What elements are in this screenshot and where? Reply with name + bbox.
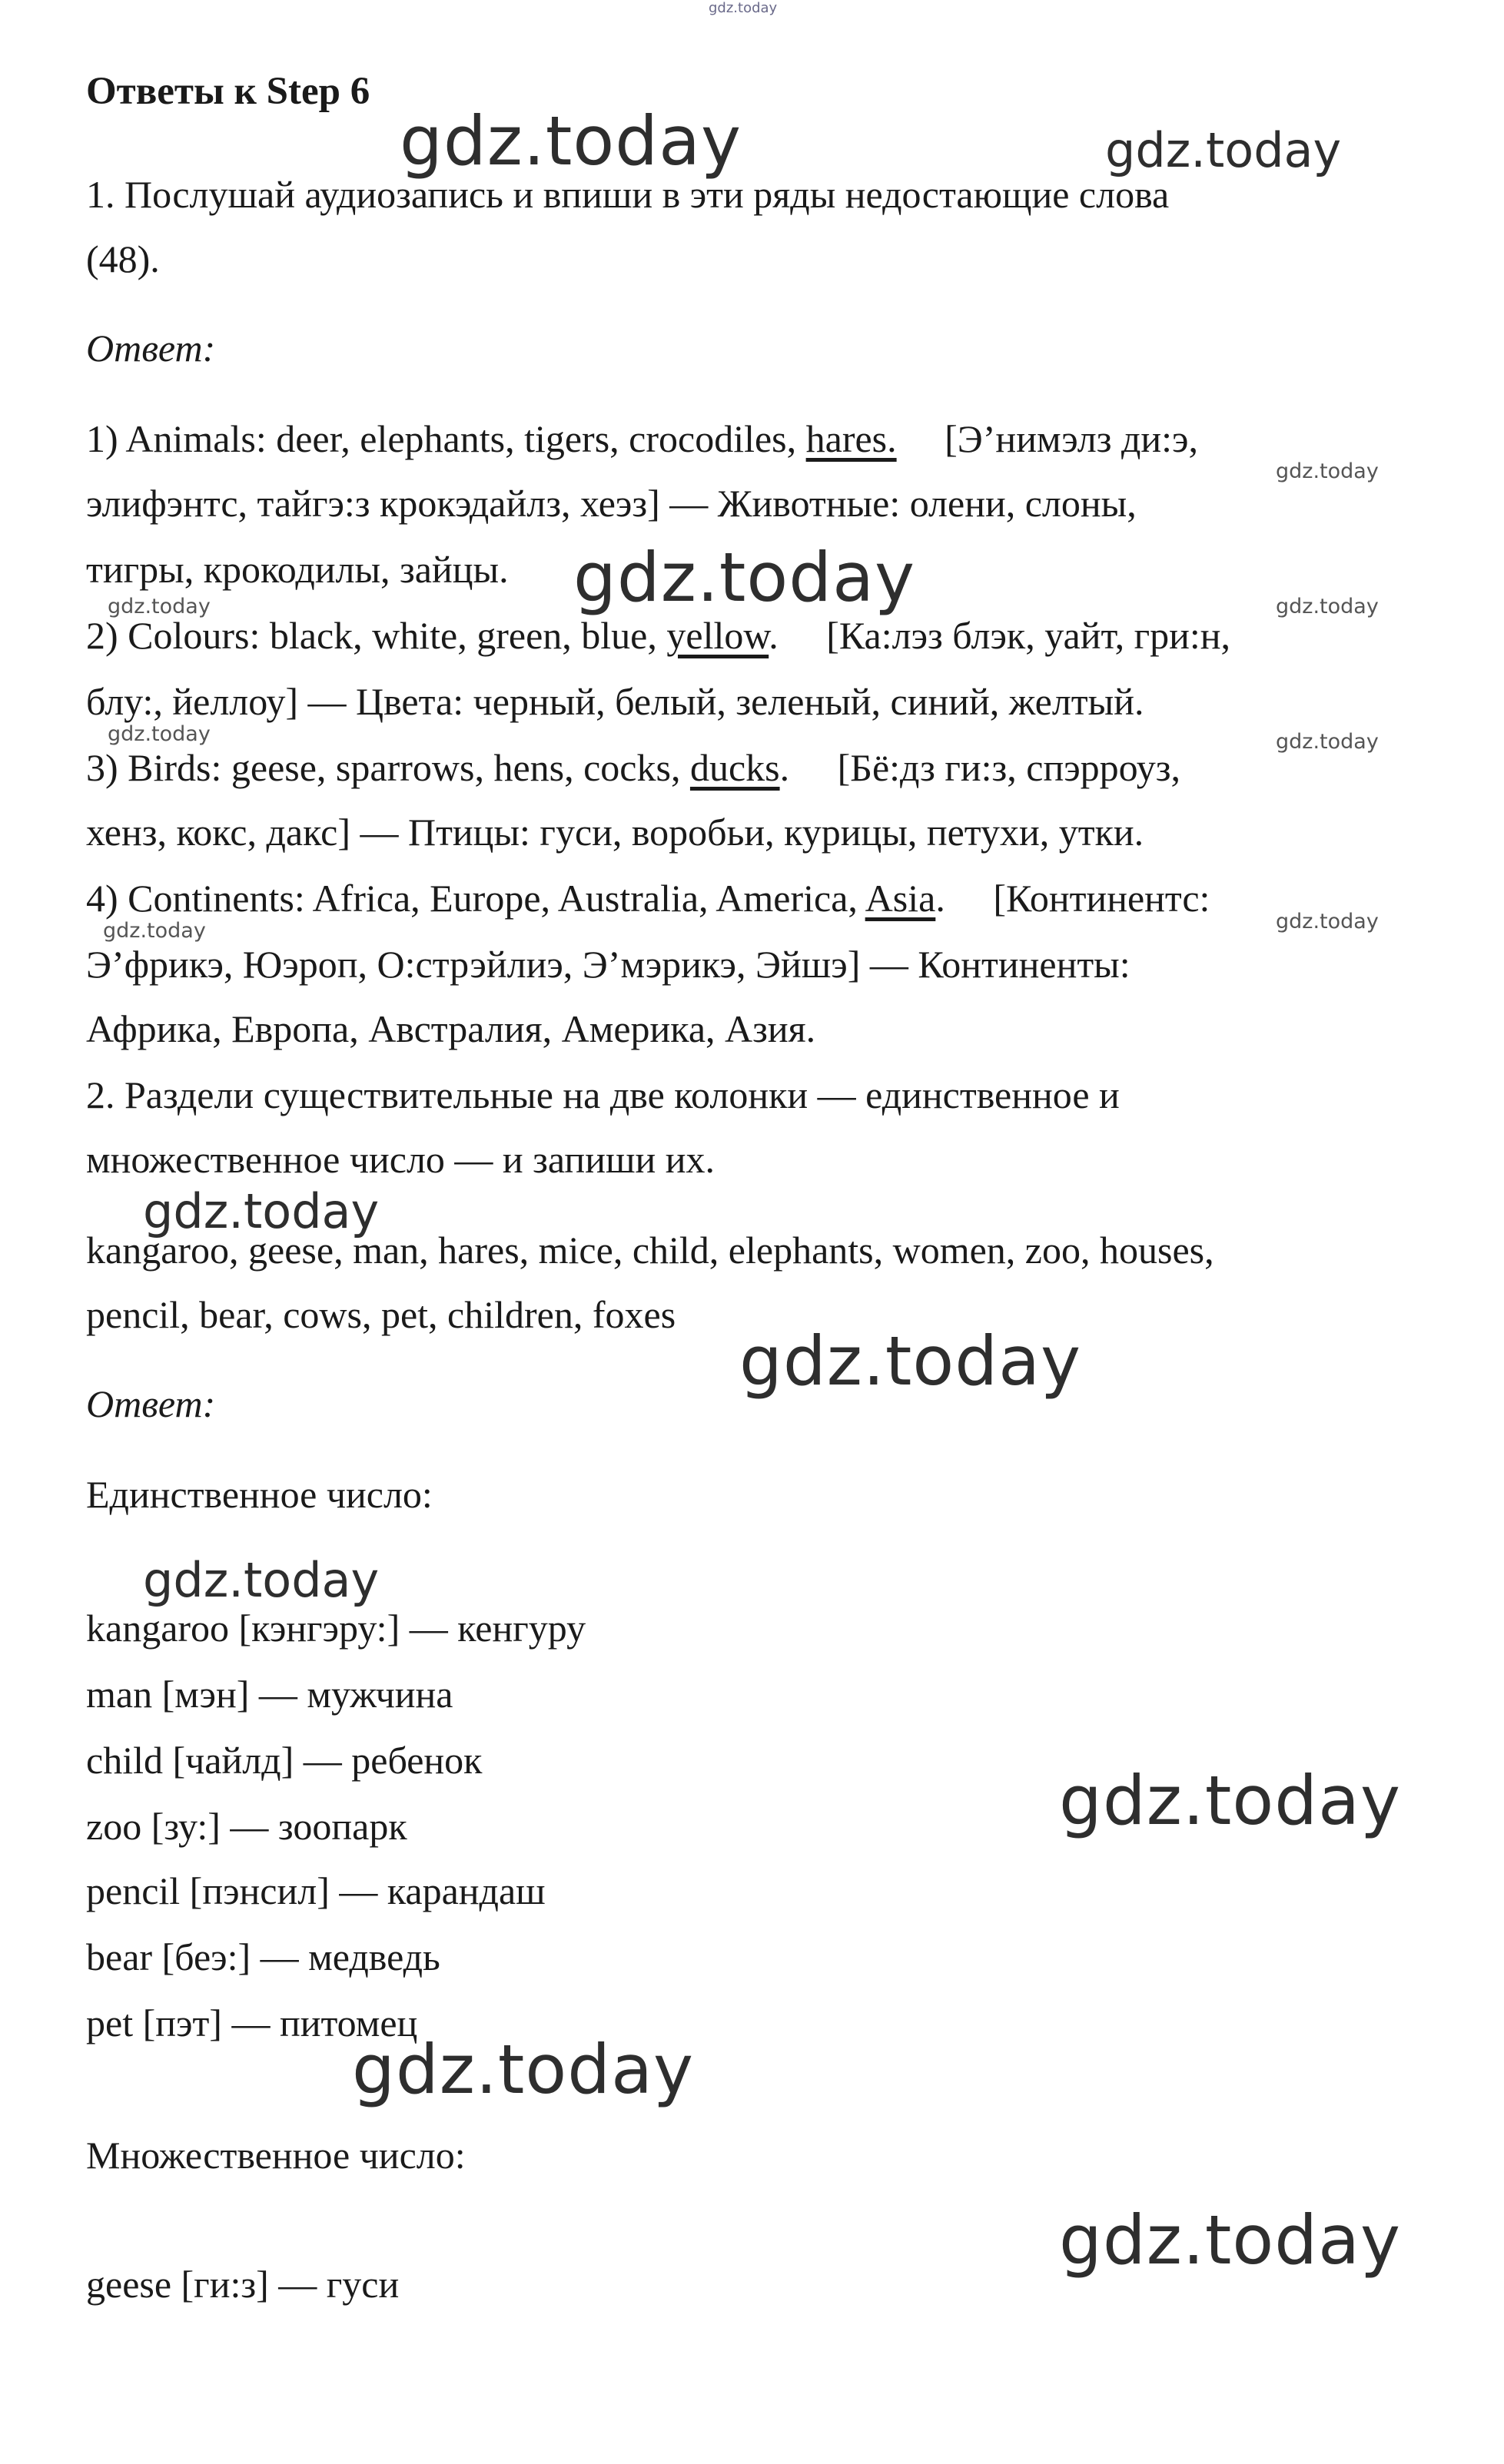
watermark: gdz.today bbox=[108, 595, 211, 618]
task1-answer-label: Ответ: bbox=[86, 327, 216, 370]
task2-question-cont: множественное число — и запиши их. bbox=[86, 1138, 715, 1181]
singular-item: kangaroo [кэнгэру:] — кенгуру bbox=[86, 1607, 586, 1650]
task2-word-list-cont: pencil, bear, cows, pet, children, foxes bbox=[86, 1293, 676, 1336]
task1-item-animals-transcription: элифэнтс, тайгэ:з крокэдайлз, хеэз] — Животные: олени, слоны, bbox=[86, 482, 1137, 525]
singular-heading: Единственное число: bbox=[86, 1473, 433, 1516]
watermark: gdz.today bbox=[1059, 2200, 1402, 2280]
singular-item: bear [беэ:] — медведь bbox=[86, 1935, 440, 1978]
task1-item-colours: 2) Colours: black, white, green, blue, yellow. [Ка:лэз блэк, уайт, гри:н, bbox=[86, 614, 1230, 657]
singular-item: child [чайлд] — ребенок bbox=[86, 1739, 483, 1782]
watermark-top: gdz.today bbox=[709, 0, 778, 16]
task2-word-list: kangaroo, geese, man, hares, mice, child, elephants, women, zoo, houses, bbox=[86, 1229, 1214, 1272]
task1-item-animals-translation: тигры, крокодилы, зайцы. bbox=[86, 548, 509, 591]
watermark: gdz.today bbox=[573, 538, 916, 617]
task1-item-continents-transcription: Э’фрикэ, Юэроп, О:стрэйлиэ, Э’мэрикэ, Эйшэ] — Континенты: bbox=[86, 943, 1130, 986]
singular-item: man [мэн] — мужчина bbox=[86, 1673, 453, 1716]
singular-item: pet [пэт] — питомец bbox=[86, 2001, 418, 2044]
watermark: gdz.today bbox=[400, 101, 742, 181]
task1-item-colours-translation: блу:, йеллоу] — Цвета: черный, белый, зеленый, синий, желтый. bbox=[86, 680, 1144, 723]
task2-answer-label: Ответ: bbox=[86, 1382, 216, 1425]
watermark: gdz.today bbox=[1276, 910, 1379, 934]
watermark: gdz.today bbox=[739, 1322, 1082, 1401]
singular-item: pencil [пэнсил] — карандаш bbox=[86, 1869, 546, 1912]
task1-item-animals: 1) Animals: deer, elephants, tigers, crocodiles, hares. [Э’нимэлз ди:э, bbox=[86, 417, 1199, 460]
singular-item: zoo [зу:] — зоопарк bbox=[86, 1805, 407, 1848]
task1-item-continents: 4) Continents: Africa, Europe, Australia, America, Asia. [Континентс: bbox=[86, 877, 1210, 920]
watermark: gdz.today bbox=[1276, 459, 1379, 483]
watermark: gdz.today bbox=[143, 1552, 380, 1608]
watermark: gdz.today bbox=[1059, 1761, 1402, 1840]
page-title: Ответы к Step 6 bbox=[86, 70, 370, 113]
task1-question: 1. Послушай аудиозапись и впиши в эти ряды недостающие слова bbox=[86, 173, 1170, 216]
watermark: gdz.today bbox=[1276, 730, 1379, 754]
watermark: gdz.today bbox=[108, 722, 211, 746]
watermark: gdz.today bbox=[103, 919, 206, 943]
plural-item: geese [ги:з] — гуси bbox=[86, 2263, 400, 2306]
task1-item-birds-translation: хенз, кокс, дакс] — Птицы: гуси, воробьи, курицы, петухи, утки. bbox=[86, 811, 1144, 854]
plural-heading: Множественное число: bbox=[86, 2134, 466, 2177]
task1-item-continents-translation: Африка, Европа, Австралия, Америка, Азия. bbox=[86, 1007, 816, 1050]
watermark: gdz.today bbox=[1105, 122, 1342, 178]
task1-item-birds: 3) Birds: geese, sparrows, hens, cocks, ducks. [Бё:дз ги:з, спэрроуз, bbox=[86, 746, 1181, 789]
task2-question: 2. Раздели существительные на две колонки — единственное и bbox=[86, 1073, 1120, 1116]
watermark: gdz.today bbox=[143, 1183, 380, 1239]
task1-question-cont: (48). bbox=[86, 237, 160, 280]
watermark: gdz.today bbox=[1276, 595, 1379, 618]
watermark: gdz.today bbox=[352, 2030, 695, 2109]
